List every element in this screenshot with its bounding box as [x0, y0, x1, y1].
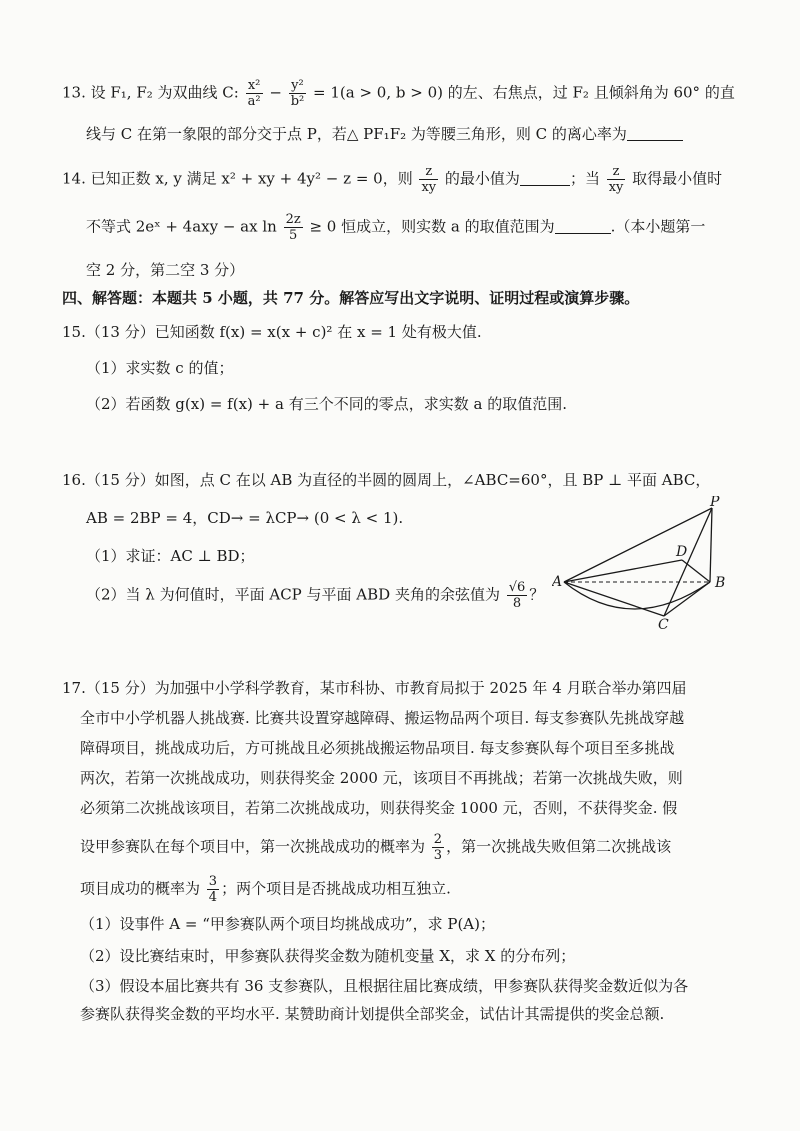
label-a: A [552, 574, 563, 590]
q14-text-a: 14. 已知正数 x, y 满足 x² + xy + 4y² − z = 0，则 [62, 169, 418, 188]
q14-text-e: 不等式 2eˣ + 4axy − ax ln [86, 217, 282, 236]
label-b: B [715, 575, 726, 591]
q13-line1 [62, 78, 735, 109]
label-c: C [658, 617, 669, 630]
q15-part1: （1）求实数 c 的值； [86, 359, 234, 377]
q14-frac-zxy-2: $\frac{z}{xy}$ [608, 164, 624, 195]
q14-frac-2z5: $\frac{2z}{5}$ [285, 212, 301, 243]
q13-text-a: 13. 设 F₁, F₂ 为双曲线 C: [62, 83, 244, 102]
q17-line7-tail: ；两个项目是否挑战成功相互独立. [221, 879, 451, 898]
q14-text-d: 取得最小值时 [627, 169, 723, 188]
segment-ap [564, 508, 712, 582]
q14-blank-2[interactable] [555, 219, 611, 234]
q14-text-b: 的最小值为 [440, 169, 520, 188]
q17-line7-text: 项目成功的概率为 [80, 879, 205, 898]
q17-line5: 必须第二次挑战该项目，若第二次挑战成功，则获得奖金 1000 元，否则，不获得奖金. 假 [80, 799, 678, 817]
q17-line6 [80, 832, 671, 863]
q17-line6-text: 设甲参赛队在每个项目中，第一次挑战成功的概率为 [80, 837, 430, 856]
q17-line6-tail: ，第一次挑战失败但第二次挑战该 [446, 837, 672, 856]
q15-part2: （2）若函数 g(x) = f(x) + a 有三个不同的零点，求实数 a 的取值范围. [86, 395, 567, 413]
q14-text-g: .（本小题第一 [610, 217, 706, 236]
section4-heading: 四、解答题：本题共 5 小题，共 77 分。解答应写出文字说明、证明过程或演算步骤。 [62, 289, 640, 307]
q13-frac-x: $\frac{\text{x²}}{\text{a²}}$ [247, 78, 261, 109]
q16-frac-cos: $\frac{√6}{8}$ [508, 580, 526, 611]
q16-geometry-figure [552, 496, 752, 630]
q17-part3b: 参赛队获得奖金数的平均水平. 某赞助商计划提供全部奖金，试估计其需提供的奖金总额. [80, 1005, 665, 1023]
q14-text-c: ；当 [569, 169, 605, 188]
q14-line1 [62, 164, 722, 195]
segment-ad [564, 560, 682, 582]
q14-frac-zxy: $\frac{z}{xy}$ [421, 164, 437, 195]
q17-line4: 两次，若第一次挑战成功，则获得奖金 2000 元，该项目不再挑战；若第一次挑战失败，则 [80, 769, 683, 787]
q13-text-c: 线与 C 在第一象限的部分交于点 P，若△ PF₁F₂ 为等腰三角形，则 C 的离心率为 [86, 125, 627, 143]
q16-line1: 16.（15 分）如图，点 C 在以 AB 为直径的半圆的圆周上，∠ABC=60°，且 BP ⊥ 平面 ABC， [62, 471, 711, 489]
q13-answer-blank[interactable] [627, 126, 683, 141]
q16-line2: AB = 2BP = 4，CD→ = λCP→ (0 < λ < 1). [86, 509, 404, 527]
q14-line2 [86, 212, 705, 243]
segment-pb [710, 508, 712, 582]
q14-line3: 空 2 分，第二空 3 分） [86, 261, 245, 279]
q15-line1: 15.（13 分）已知函数 f(x) = x(x + c)² 在 x = 1 处有极大值. [62, 323, 482, 341]
q17-line7 [80, 874, 451, 905]
q13-minus: − [264, 83, 287, 102]
q13-frac-y: $\frac{\text{y²}}{\text{b²}}$ [290, 78, 305, 109]
q17-frac-3-4: $\frac{3}{4}$ [208, 874, 218, 905]
q16-part2 [86, 580, 544, 611]
q13-text-b: = 1(a > 0, b > 0) 的左、右焦点，过 F₂ 且倾斜角为 60° 的直 [308, 83, 735, 102]
q17-line3: 障碍项目，挑战成功后，方可挑战且必须挑战搬运物品项目. 每支参赛队每个项目至多挑战 [80, 739, 675, 757]
label-p: P [710, 496, 720, 510]
q17-part2: （2）设比赛结束时，甲参赛队获得奖金数为随机变量 X，求 X 的分布列； [80, 947, 576, 965]
segment-db [682, 560, 710, 582]
q17-part3a: （3）假设本届比赛共有 36 支参赛队，且根据往届比赛成绩，甲参赛队获得奖金数近似为各 [80, 977, 689, 995]
q16-part2-text: （2）当 λ 为何值时，平面 ACP 与平面 ABD 夹角的余弦值为 [86, 585, 505, 604]
q14-text-f: ≥ 0 恒成立，则实数 a 的取值范围为 [304, 217, 555, 236]
q16-figure-svg [552, 496, 752, 630]
q14-blank-1[interactable] [520, 171, 570, 186]
q16-part2-tail: ？ [529, 585, 545, 604]
segment-ac [564, 582, 664, 616]
q17-line2: 全市中小学机器人挑战赛. 比赛共设置穿越障碍、搬运物品两个项目. 每支参赛队先挑战穿越 [80, 709, 685, 727]
q17-part1: （1）设事件 A = “甲参赛队两个项目均挑战成功”，求 P(A)； [80, 915, 495, 933]
q17-line1: 17.（15 分）为加强中小学科学教育，某市科协、市教育局拟于 2025 年 4 月联合举办第四届 [62, 679, 687, 697]
label-d: D [676, 544, 688, 560]
q17-frac-2-3: $\frac{2}{3}$ [433, 832, 443, 863]
semicircle-arc [564, 582, 710, 609]
q13-line2 [86, 124, 683, 144]
q16-part1: （1）求证：AC ⊥ BD； [86, 547, 255, 565]
